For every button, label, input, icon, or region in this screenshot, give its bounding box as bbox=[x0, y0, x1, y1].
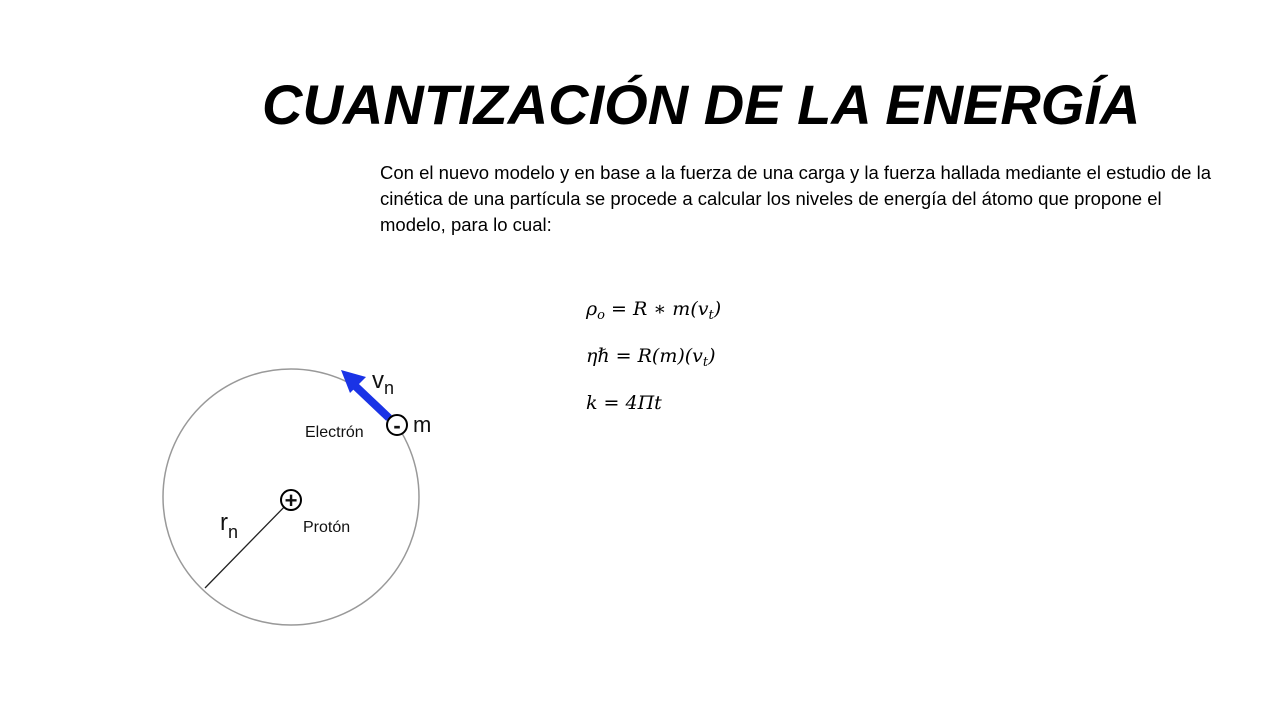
slide-title: CUANTIZACIÓN DE LA ENERGÍA bbox=[262, 73, 1141, 136]
velocity-symbol: v bbox=[372, 367, 384, 394]
radius-subscript: n bbox=[228, 522, 239, 542]
intro-paragraph: Con el nuevo modelo y en base a la fuerza de una carga y la fuerza hallada mediante el estudio de la cinética de una partícula se procede a calcular los niveles de energía del átomo que propone el modelo, para lo cual: bbox=[380, 162, 1211, 235]
equation-2 bbox=[586, 343, 716, 369]
mass-label: m bbox=[413, 412, 432, 437]
electron-label: Electrón bbox=[305, 424, 364, 441]
equation-1-rhs-sub: t bbox=[708, 308, 714, 323]
atom-diagram bbox=[140, 350, 460, 650]
equation-1-tail: ) bbox=[713, 298, 722, 320]
electron-sign: - bbox=[393, 413, 401, 438]
equation-1 bbox=[586, 296, 721, 322]
radius-symbol: r bbox=[220, 509, 228, 536]
radius-label bbox=[220, 509, 238, 542]
equation-1-lhs-sub: o bbox=[597, 308, 605, 323]
proton-sign: + bbox=[284, 488, 298, 513]
equation-2-rhs-sub: t bbox=[702, 355, 709, 370]
equation-3-rhs: = 4Πt bbox=[597, 392, 662, 414]
radius-line bbox=[205, 500, 291, 588]
proton-label: Protón bbox=[303, 519, 351, 536]
equation-2-lhs: ηℏ bbox=[586, 345, 610, 367]
equation-1-lhs: ρ bbox=[586, 298, 598, 320]
equation-2-rhs: = R(m)(v bbox=[609, 345, 703, 367]
equation-1-rhs: = R ∗ m(v bbox=[605, 298, 709, 320]
equation-3 bbox=[586, 390, 662, 416]
equation-3-lhs: k bbox=[586, 392, 598, 414]
equation-2-tail: ) bbox=[708, 345, 716, 367]
velocity-subscript: n bbox=[384, 378, 395, 398]
velocity-label bbox=[372, 367, 394, 398]
